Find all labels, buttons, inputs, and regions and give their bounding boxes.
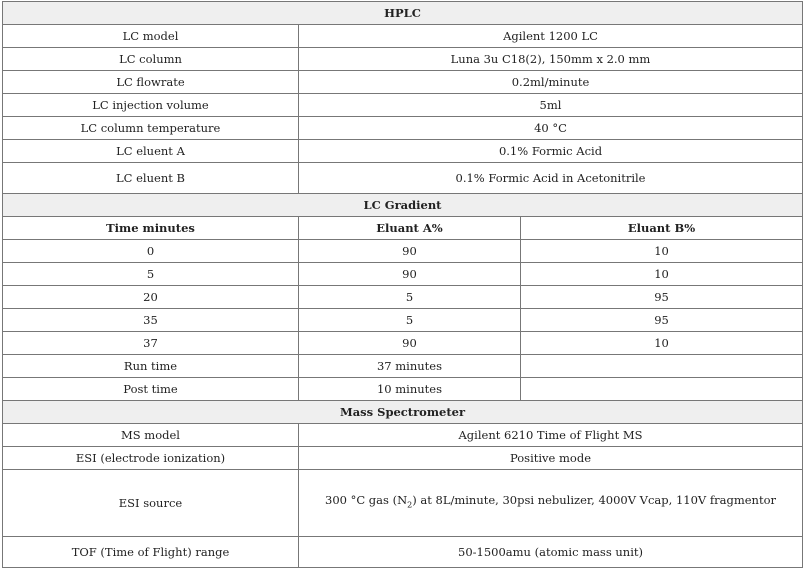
run-time-row (3, 355, 803, 378)
row-label: MS model (3, 424, 299, 447)
gradient-row (3, 309, 803, 332)
gradient-column-headers (3, 217, 803, 240)
row-value: 0.1% Formic Acid (299, 140, 803, 163)
parameters-table (2, 1, 803, 568)
hplc-header-row (3, 2, 803, 25)
time-cell: 0 (3, 240, 299, 263)
ms-header-row (3, 401, 803, 424)
table-row (3, 163, 803, 194)
table-row (3, 25, 803, 48)
time-cell: 20 (3, 286, 299, 309)
time-cell: 37 (3, 332, 299, 355)
row-value: Agilent 1200 LC (299, 25, 803, 48)
row-label: LC column temperature (3, 117, 299, 140)
row-value: 0.2ml/minute (299, 71, 803, 94)
esi-source-subscript: 2 (407, 500, 413, 510)
row-label: LC model (3, 25, 299, 48)
table-row (3, 94, 803, 117)
table-row (3, 117, 803, 140)
time-cell: 35 (3, 309, 299, 332)
row-label: LC injection volume (3, 94, 299, 117)
row-label: TOF (Time of Flight) range (3, 537, 299, 568)
table-row (3, 424, 803, 447)
gradient-title: LC Gradient (3, 194, 803, 217)
ms-title: Mass Spectrometer (3, 401, 803, 424)
post-time-label: Post time (3, 378, 299, 401)
eluant-b-cell: 10 (521, 332, 803, 355)
gradient-row (3, 286, 803, 309)
table-row (3, 447, 803, 470)
row-value (299, 470, 803, 537)
empty-cell (521, 355, 803, 378)
gradient-row (3, 240, 803, 263)
eluant-b-cell: 10 (521, 240, 803, 263)
table-row (3, 470, 803, 537)
eluant-a-cell: 5 (299, 286, 521, 309)
row-label: LC eluent A (3, 140, 299, 163)
row-label: LC eluent B (3, 163, 299, 194)
eluant-b-cell: 95 (521, 286, 803, 309)
gradient-row (3, 332, 803, 355)
row-label: LC column (3, 48, 299, 71)
row-label: ESI source (3, 470, 299, 537)
esi-source-prefix: 300 °C gas (N (325, 493, 408, 508)
eluant-a-cell: 90 (299, 332, 521, 355)
eluant-a-cell: 90 (299, 263, 521, 286)
empty-cell (521, 378, 803, 401)
row-value: 0.1% Formic Acid in Acetonitrile (299, 163, 803, 194)
column-header-eluant-b: Eluant B% (521, 217, 803, 240)
time-cell: 5 (3, 263, 299, 286)
column-header-time: Time minutes (3, 217, 299, 240)
esi-source-suffix: ) at 8L/minute, 30psi nebulizer, 4000V Vcap, 110V fragmentor (412, 493, 776, 508)
row-label: ESI (electrode ionization) (3, 447, 299, 470)
run-time-value: 37 minutes (299, 355, 521, 378)
table-row (3, 48, 803, 71)
column-header-eluant-a: Eluant A% (299, 217, 521, 240)
eluant-b-cell: 10 (521, 263, 803, 286)
row-value: 50-1500amu (atomic mass unit) (299, 537, 803, 568)
eluant-b-cell: 95 (521, 309, 803, 332)
row-value: 40 °C (299, 117, 803, 140)
table-row (3, 140, 803, 163)
eluant-a-cell: 5 (299, 309, 521, 332)
row-label: LC flowrate (3, 71, 299, 94)
gradient-row (3, 263, 803, 286)
run-time-label: Run time (3, 355, 299, 378)
row-value: Positive mode (299, 447, 803, 470)
gradient-header-row (3, 194, 803, 217)
eluant-a-cell: 90 (299, 240, 521, 263)
hplc-title: HPLC (3, 2, 803, 25)
row-value: Luna 3u C18(2), 150mm x 2.0 mm (299, 48, 803, 71)
post-time-value: 10 minutes (299, 378, 521, 401)
post-time-row (3, 378, 803, 401)
table-row (3, 71, 803, 94)
row-value: Agilent 6210 Time of Flight MS (299, 424, 803, 447)
row-value: 5ml (299, 94, 803, 117)
table-row (3, 537, 803, 568)
